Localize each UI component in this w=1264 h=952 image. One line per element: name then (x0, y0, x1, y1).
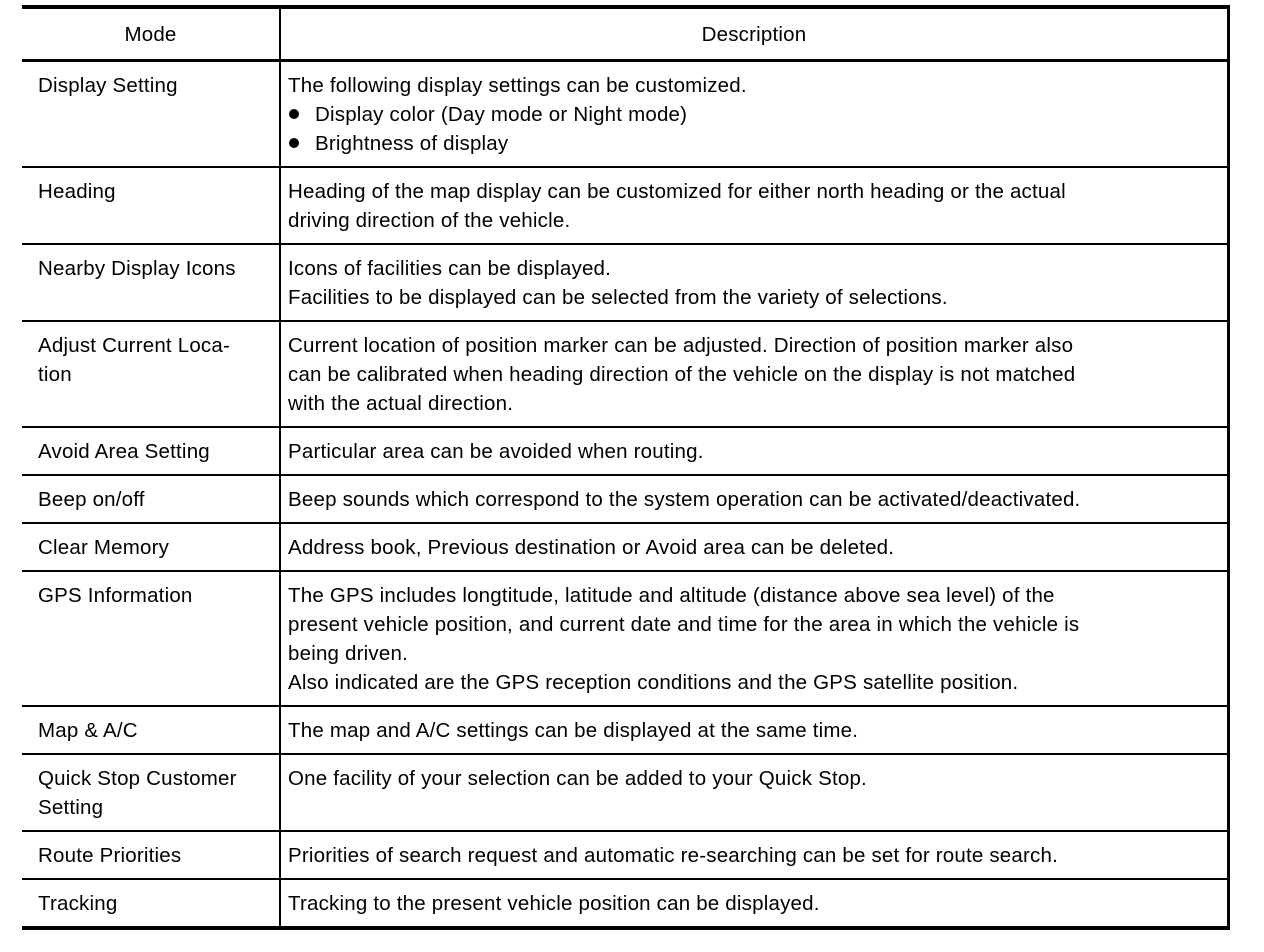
mode-text: Setting (38, 796, 104, 819)
mode-text: Avoid Area Setting (38, 440, 210, 463)
bullet-icon (289, 138, 299, 148)
mode-text: Beep on/off (38, 488, 145, 511)
table-header-row (22, 7, 1229, 61)
description-text: Tracking to the present vehicle position can be displayed. (288, 892, 820, 915)
mode-text: GPS Information (38, 584, 193, 607)
table-row (22, 244, 1229, 321)
description-cell (280, 879, 1229, 928)
mode-text: tion (38, 363, 72, 386)
table-row (22, 523, 1229, 571)
description-cell (280, 831, 1229, 879)
description-text: with the actual direction. (288, 392, 514, 415)
description-text: The GPS includes longtitude, latitude and altitude (distance above sea level) of the (288, 584, 1055, 607)
description-text: can be calibrated when heading direction of the vehicle on the display is not matched (288, 363, 1076, 386)
header-description: Description (280, 7, 1229, 61)
table-row (22, 61, 1229, 168)
description-text: Beep sounds which correspond to the system operation can be activated/deactivated. (288, 488, 1081, 511)
description-text: driving direction of the vehicle. (288, 209, 571, 232)
bullet-item (288, 129, 1223, 158)
table-row (22, 475, 1229, 523)
bullet-icon (289, 109, 299, 119)
mode-cell (22, 244, 280, 321)
mode-cell (22, 61, 280, 168)
description-text: Facilities to be displayed can be selected from the variety of selections. (288, 286, 948, 309)
bullet-text: Brightness of display (315, 132, 509, 155)
table-row (22, 706, 1229, 754)
mode-cell (22, 879, 280, 928)
mode-cell (22, 523, 280, 571)
mode-cell (22, 427, 280, 475)
mode-cell (22, 754, 280, 831)
bullet-item (288, 100, 1223, 129)
mode-cell (22, 475, 280, 523)
description-cell (280, 244, 1229, 321)
description-cell (280, 475, 1229, 523)
description-cell (280, 61, 1229, 168)
mode-text: Clear Memory (38, 536, 170, 559)
mode-description-table (22, 5, 1230, 930)
mode-text: Quick Stop Customer (38, 767, 237, 790)
mode-cell (22, 706, 280, 754)
mode-text: Adjust Current Loca- (38, 334, 231, 357)
description-cell (280, 706, 1229, 754)
description-cell (280, 523, 1229, 571)
bullet-text: Display color (Day mode or Night mode) (315, 103, 688, 126)
table-row (22, 879, 1229, 928)
mode-cell (22, 167, 280, 244)
description-text: Also indicated are the GPS reception conditions and the GPS satellite position. (288, 671, 1019, 694)
description-text: The map and A/C settings can be displayed at the same time. (288, 719, 859, 742)
description-text: Heading of the map display can be customized for either north heading or the actual (288, 180, 1066, 203)
description-cell (280, 167, 1229, 244)
description-cell (280, 571, 1229, 706)
mode-cell (22, 321, 280, 427)
table-row (22, 571, 1229, 706)
description-text: Priorities of search request and automatic re-searching can be set for route search. (288, 844, 1058, 867)
description-text: Icons of facilities can be displayed. (288, 257, 612, 280)
mode-text: Heading (38, 180, 116, 203)
mode-text: Route Priorities (38, 844, 182, 867)
mode-text: Map & A/C (38, 719, 138, 742)
description-text: Current location of position marker can be adjusted. Direction of position marker also (288, 334, 1074, 357)
table-body (22, 61, 1229, 929)
description-cell (280, 427, 1229, 475)
description-text: Particular area can be avoided when routing. (288, 440, 704, 463)
mode-text: Nearby Display Icons (38, 257, 236, 280)
mode-cell (22, 831, 280, 879)
description-text: being driven. (288, 642, 408, 665)
description-text: The following display settings can be customized. (288, 74, 747, 97)
header-mode: Mode (22, 7, 280, 61)
mode-text: Tracking (38, 892, 118, 915)
description-cell (280, 754, 1229, 831)
mode-text: Display Setting (38, 74, 178, 97)
table-row (22, 167, 1229, 244)
description-text: present vehicle position, and current date and time for the area in which the vehicle is (288, 613, 1080, 636)
table-row (22, 754, 1229, 831)
description-cell (280, 321, 1229, 427)
table-row (22, 427, 1229, 475)
description-text (288, 793, 1223, 822)
mode-cell (22, 571, 280, 706)
table-row (22, 321, 1229, 427)
table-row (22, 831, 1229, 879)
description-text: One facility of your selection can be added to your Quick Stop. (288, 767, 867, 790)
description-text: Address book, Previous destination or Avoid area can be deleted. (288, 536, 895, 559)
